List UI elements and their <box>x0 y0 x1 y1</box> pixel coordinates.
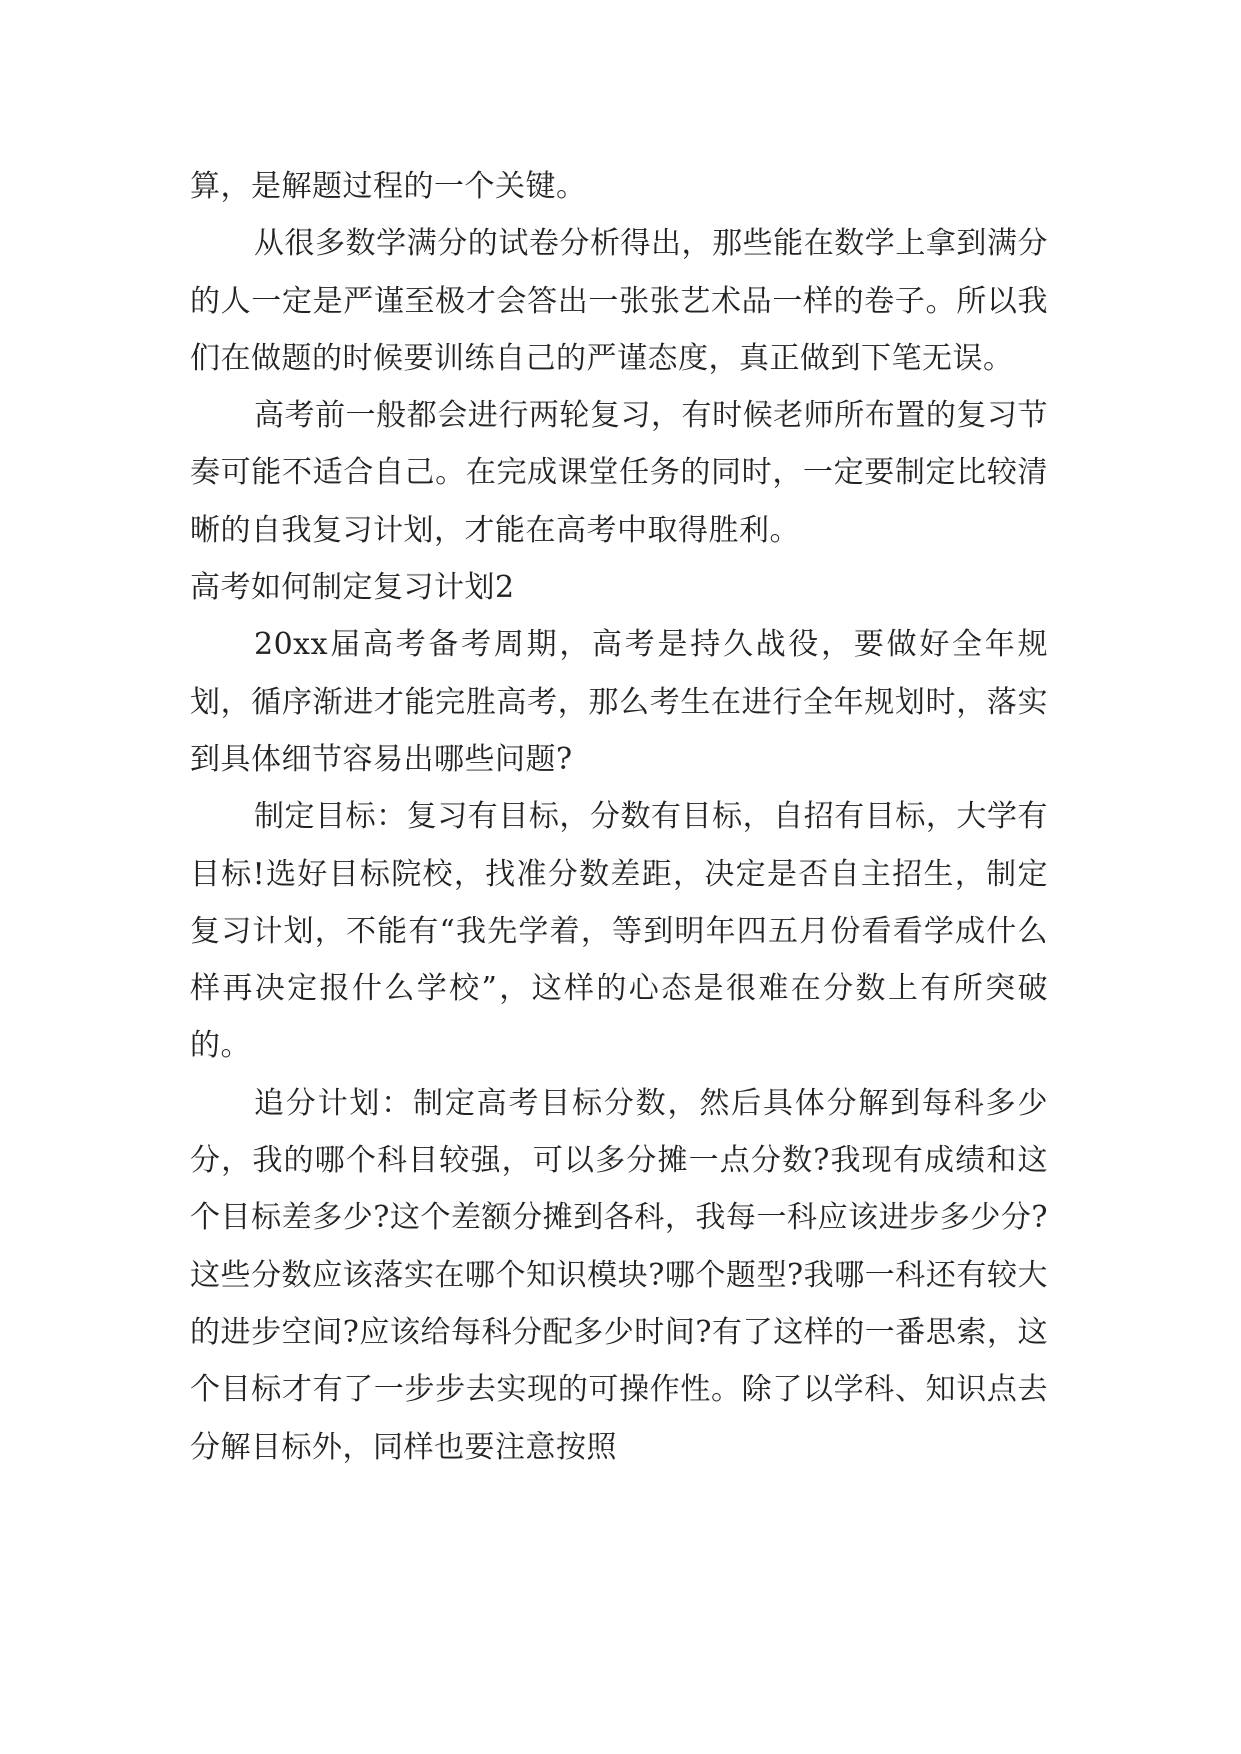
paragraph-set-goals: 制定目标：复习有目标，分数有目标，自招有目标，大学有目标!选好目标院校，找准分数差距，决定是否自主招生，制定复习计划，不能有“我先学着，等到明年四五月份看看学成什么样再决定报什么学校”，这样的心态是很难在分数上有所突破的。 <box>190 799 1048 1064</box>
section-heading: 高考如何制定复习计划2 <box>190 570 515 606</box>
document-body <box>190 158 1048 1476</box>
paragraph-yearly-plan: 20xx届高考备考周期，高考是持久战役，要做好全年规划，循序渐进才能完胜高考，那么考生在进行全年规划时，落实到具体细节容易出哪些问题? <box>190 627 1048 777</box>
paragraph-rigor: 从很多数学满分的试卷分析得出，那些能在数学上拿到满分的人一定是严谨至极才会答出一张张艺术品一样的卷子。所以我们在做题的时候要训练自己的严谨态度，真正做到下笔无误。 <box>190 226 1048 376</box>
paragraph-continuation: 算，是解题过程的一个关键。 <box>190 169 587 204</box>
paragraph-review-plan: 高考前一般都会进行两轮复习，有时候老师所布置的复习节奏可能不适合自己。在完成课堂任务的同时，一定要制定比较清晰的自我复习计划，才能在高考中取得胜利。 <box>190 398 1048 548</box>
paragraph-score-plan: 追分计划：制定高考目标分数，然后具体分解到每科多少分，我的哪个科目较强，可以多分摊一点分数?我现有成绩和这个目标差多少?这个差额分摊到各科，我每一科应该进步多少分?这些分数应该落实在哪个知识模块?哪个题型?我哪一科还有较大的进步空间?应该给每科分配多少时间?有了这样的一番思索，这个目标才有了一步步去实现的可操作性。除了以学科、知识点去分解目标外，同样也要注意按照 <box>190 1085 1048 1465</box>
